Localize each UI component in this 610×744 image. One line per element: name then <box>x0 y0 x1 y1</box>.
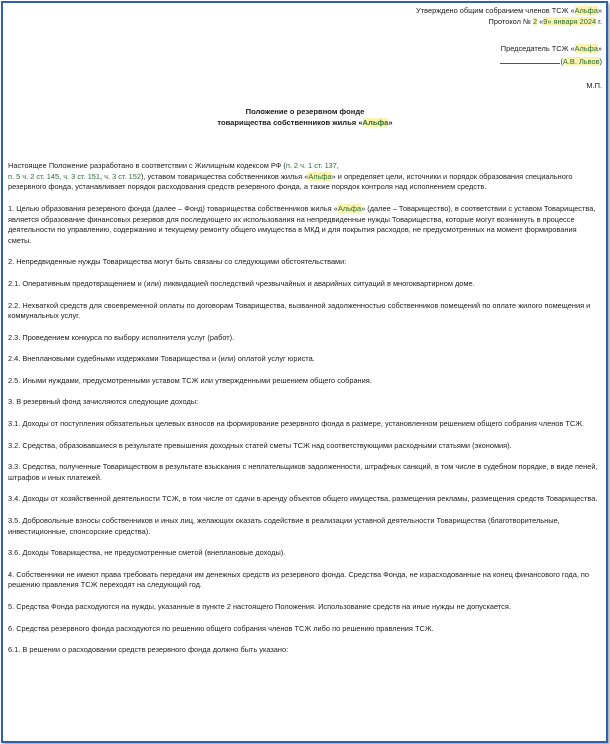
paragraph: 3.4. Доходы от хозяйственной деятельности ТСЖ, в том числе от сдачи в аренду объектов общего имущества, размещения рекламы, размещения средств Товарищества. <box>8 494 598 504</box>
paragraph: 2. Непредвиденные нужды Товарищества могут быть связаны со следующими обстоятельствами: <box>8 257 347 267</box>
document-frame <box>1 1 608 743</box>
law-link[interactable]: п. 2 ч. 1 ст. 137 <box>285 161 337 171</box>
org-name-highlight: Альфа <box>337 203 362 213</box>
chair-block <box>8 44 602 67</box>
chair-title: Председатель ТСЖ «Альфа» <box>500 44 602 54</box>
paragraph-1: 1. Целью образования резервного фонда (далее – Фонд) товарищества собственников жилья «Альфа» (далее – Товарищество), в соответствии с уставом Товарищества, является образование финансовых резервов для последующего их использования на непредвиденные нужды Товарищества, которые могут возникнуть в процессе деятельности по управлению, содержанию и текущему ремонту общего имущества в МКД и для покрытия расходов, не предусмотренных на момент формирования сметы. <box>8 203 596 245</box>
intro-paragraph: Настоящее Положение разработано в соответствии с Жилищным кодексом РФ (п. 2 ч. 1 ст. 137, п. 5 ч. 2 ст. 145, ч. 3 ст. 151, ч. 3 ст. 152), уставом товарищества собственников жилья «Альфа» и определяет цели, источники и порядок образования специального резервного фонда, устанавливает порядок расходования средств резервного фонда, а также порядок контроля над исполнением средств. <box>8 161 573 192</box>
signature-line <box>500 55 560 64</box>
approval-line: Утверждено общим собранием членов ТСЖ «Альфа» <box>416 6 602 15</box>
org-name-highlight: Альфа <box>574 44 598 54</box>
paragraph: 2.4. Внеплановыми судебными издержками Товарищества и (или) оплатой услуг юриста. <box>8 354 315 364</box>
chair-name: А.В. Львов <box>562 56 600 66</box>
paragraph: 3.3. Средства, полученные Товариществом в результате взыскания с неплательщиков задолженности, штрафных санкций, в том числе в судебном порядке, в виде пеней, штрафов и иных платежей. <box>8 462 598 482</box>
chair-signature: (А.В. Львов) <box>8 55 602 68</box>
paragraph: 5. Средства Фонда расходуются на нужды, указанные в пункте 2 настоящего Положения. Использование средств на иные нужды не допускается. <box>8 602 511 611</box>
protocol-month: » января 2024 <box>547 16 597 26</box>
protocol-day: 9 <box>543 16 548 26</box>
org-name-highlight: Альфа <box>308 171 332 181</box>
paragraph: 2.2. Нехваткой средств для своевременной оплаты по договорам Товарищества, вызванной задолженностью собственников помещений по оплате жилого помещения и коммунальных услуг. <box>8 300 591 321</box>
paragraph: 2.3. Проведением конкурса по выбору исполнителя услуг (работ). <box>8 332 235 342</box>
paragraph: 3.2. Средства, образовавшиеся в результате превышения доходных статей сметы ТСЖ над соответствующими расходными статьями (экономия). <box>8 440 512 450</box>
law-link[interactable]: ч. 3 ст. 152 <box>104 171 141 181</box>
org-name-highlight: Альфа <box>574 6 598 15</box>
document-body <box>8 161 602 656</box>
paragraph: 2.1. Оперативным предотвращением и (или) ликвидацией последствий чрезвычайных и аварийных ситуаций в многоквартирном доме. <box>8 278 475 288</box>
paragraph: 6.1. В решении о расходовании средств резервного фонда должно быть указано: <box>8 645 289 655</box>
document-title: Положение о резервном фонде товарищества собственников жилья «Альфа» <box>217 106 393 127</box>
stamp-place: М.П. <box>586 81 602 91</box>
paragraph: 4. Собственники не имеют права требовать передачи им денежных средств из резервного фонда. Средства Фонда, не израсходованные на конец финансового года, по решению правления ТСЖ переходят на следующий год. <box>8 569 590 590</box>
document <box>8 6 602 667</box>
protocol-number: 2 <box>532 16 538 26</box>
paragraph: 3.6. Доходы Товарищества, не предусмотренные сметой (внеплановые доходы). <box>8 548 286 558</box>
law-link[interactable]: ч. 3 ст. 151 <box>63 171 101 181</box>
paragraph: 2.5. Иными нуждами, предусмотренными уставом ТСЖ или утвержденными решением общего собрания. <box>8 375 372 385</box>
paragraph: 3.1. Доходы от поступления обязательных целевых взносов на формирование резервного фонда в размере, установленном решением общего собрания членов ТСЖ. <box>8 419 585 429</box>
paragraph: 6. Средства резервного фонда расходуются по решению общего собрания членов ТСЖ либо по решению правления ТСЖ. <box>8 623 434 633</box>
paragraph: 3.5. Добровольные взносы собственников и иных лиц, желающих оказать содействие в реализации уставной деятельности Товарищества (благотворительные, инвестиционные, спонсорские средства). <box>8 516 560 536</box>
approval-block <box>8 6 602 27</box>
protocol-line: Протокол № 2 «9» января 2024 г. <box>488 16 602 26</box>
org-name-highlight: Альфа <box>362 117 389 127</box>
law-link[interactable]: п. 5 ч. 2 ст. 145 <box>8 171 60 181</box>
paragraph: 3. В резервный фонд зачисляются следующие доходы: <box>8 397 199 407</box>
